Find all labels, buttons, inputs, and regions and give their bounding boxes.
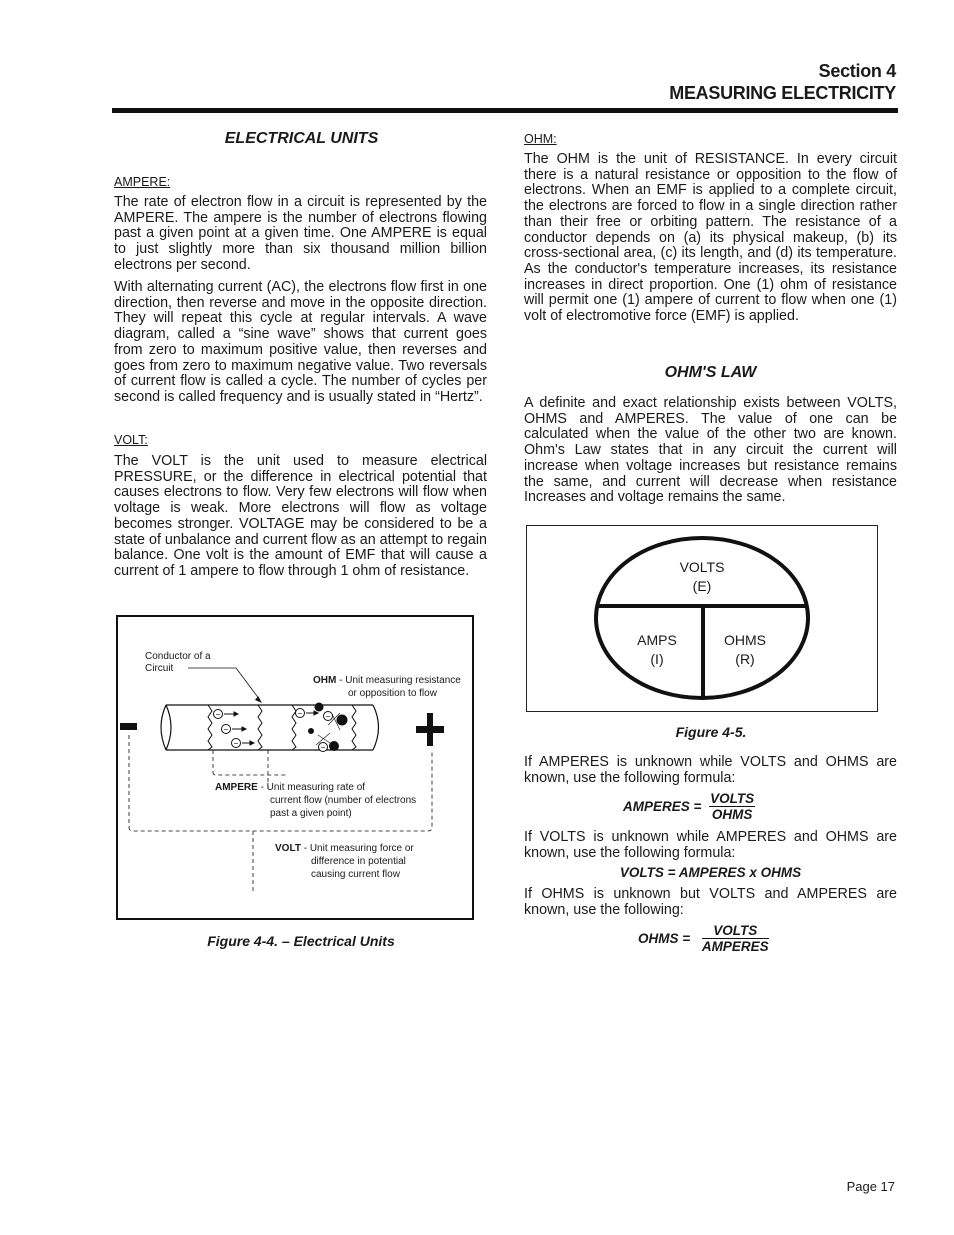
page-number: Page 17	[846, 1179, 895, 1194]
ohms-law-circle-diagram	[527, 526, 877, 711]
ampere-label: AMPERE:	[114, 175, 171, 189]
ohms-segment: OHMS (R)	[724, 632, 766, 667]
electrical-units-heading: ELECTRICAL UNITS	[224, 130, 379, 147]
volt-diagram-label: VOLT - Unit measuring force or difference in potential causing current flow	[275, 843, 414, 880]
ampere-paragraph-1: The rate of electron flow in a circuit is represented by the AMPERE. The ampere is the number of electrons flowing past a given point at a given time. One AMPERE is equal to just slightly more than six thousand million billion electrons per second.	[114, 194, 487, 273]
volt-label: VOLT:	[114, 433, 148, 447]
electron-sign: −	[325, 712, 331, 721]
amperes-formula: AMPERES = $\frac{\text{VOLTS}}{\text{OHMS}}$	[623, 791, 755, 822]
ohm-label: OHM - Unit measuring resistance or opposition to flow	[313, 675, 461, 699]
electron-sign: −	[233, 739, 239, 748]
amperes-formula-intro: If AMPERES is unknown while VOLTS and OHMS are known, use the following formula:	[524, 754, 897, 786]
volts-formula: VOLTS = AMPERES x OHMS	[619, 865, 802, 880]
figure-4-5-caption: Figure 4-5.	[675, 724, 747, 740]
figure-4-4	[116, 615, 474, 920]
ohm-label: OHM:	[524, 132, 557, 146]
header-rule	[112, 108, 898, 113]
ohm-paragraph: The OHM is the unit of RESISTANCE. In every circuit there is a natural resistance or opposition to the flow of electrons. When an EMF is applied to a complete circuit, the electrons are forced to flow in a single direction rather than their free or orbiting pattern. The resistance of a conductor depends on (a) its physical makeup, (b) its cross-sectional area, (c) its length, and (d) its temperature. As the conductor's temperature increases, its resistance increases in direct proportion. One (1) ohm of resistance will permit one (1) ampere of current to flow when one (1) volt of electromotive force (EMF) is applied.	[524, 151, 897, 325]
amps-segment: AMPS (I)	[637, 632, 677, 667]
ohms-formula-intro: If OHMS is unknown but VOLTS and AMPERES are known, use the following:	[524, 886, 897, 918]
electron-sign: −	[215, 710, 221, 719]
volt-paragraph: The VOLT is the unit used to measure electrical PRESSURE, or the difference in electrical potential that causes electrons to flow. Very few electrons will flow when voltage is weak. More electrons will flow as voltage becomes stronger. VOLTAGE may be considered to be a state of unbalance and current flow as an attempt to regain balance. One volt is the amount of EMF that will cause a current of 1 ampere to flow through 1 ohm of resistance.	[114, 453, 487, 579]
conductor-label: Conductor of a Circuit	[145, 651, 211, 674]
ohms-law-heading: OHM'S LAW	[664, 364, 757, 381]
electron-sign: −	[297, 709, 303, 718]
electron-sign: −	[223, 725, 229, 734]
section-title: MEASURING ELECTRICITY	[669, 83, 896, 103]
ampere-paragraph-2: With alternating current (AC), the electrons flow first in one direction, then reverse and move in the opposite direction. They will repeat this cycle at regular intervals. A wave diagram, called a “sine wave” shows that current goes from zero to maximum positive value, then reverses and goes from zero to maximum negative value. Two reversals of current flow is called a cycle. The number of cycles per second is called frequency and is usually stated in “Hertz”.	[114, 279, 487, 405]
ampere-diagram-label: AMPERE - Unit measuring rate of current flow (number of electrons past a given point)	[215, 782, 417, 819]
electron-sign: −	[320, 743, 326, 752]
volts-segment: VOLTS (E)	[679, 559, 725, 594]
section-number: Section 4	[818, 61, 896, 81]
figure-4-4-caption: Figure 4-4. – Electrical Units	[207, 933, 395, 949]
ohms-law-paragraph: A definite and exact relationship exists between VOLTS, OHMS and AMPERES. The value of one can be calculated when the value of the other two are known. Ohm's Law states that in any circuit the current will increase when voltage increases but resistance remains the same, and current will decrease when resistance Increases and voltage remains the same.	[524, 395, 897, 506]
figure-4-5	[526, 525, 878, 712]
volts-formula-intro: If VOLTS is unknown while AMPERES and OHMS are known, use the following formula:	[524, 829, 897, 861]
ohms-formula: OHMS = $\frac{\text{VOLTS}}{\text{AMPERES}}$	[638, 923, 769, 954]
